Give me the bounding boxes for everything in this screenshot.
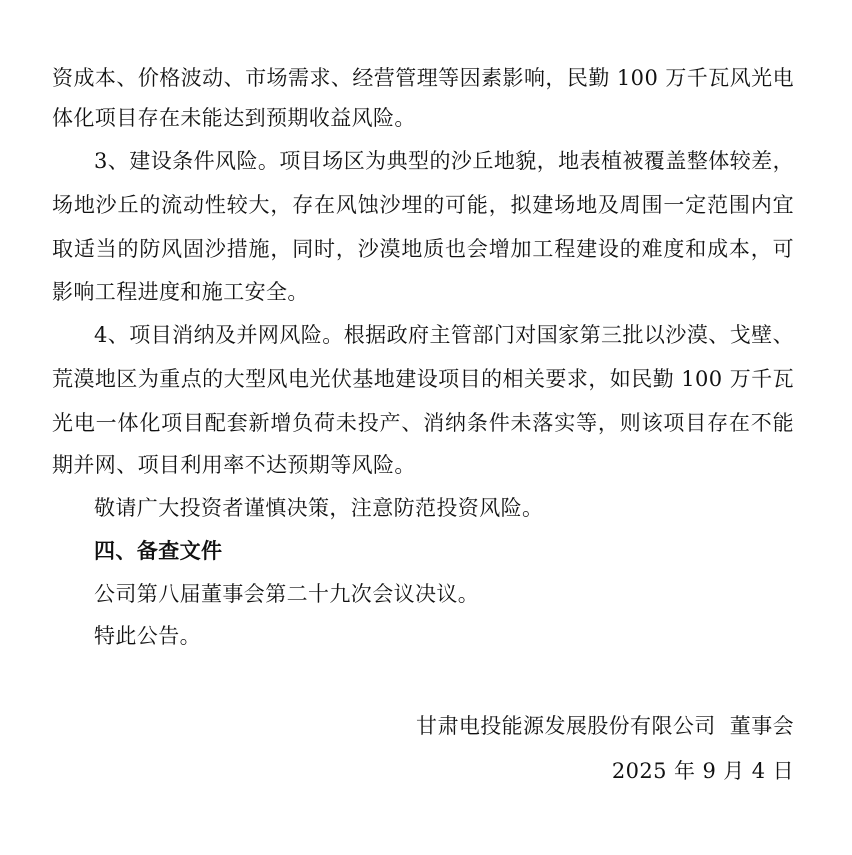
caution-text: 敬请广大投资者谨慎决策，注意防范投资风险。 (94, 496, 544, 520)
signature-company: 甘肃电投能源发展股份有限公司 董事会 (416, 714, 794, 738)
paragraph-line: 4、项目消纳及并网风险。根据政府主管部门对国家第三批以沙漠、戈壁、 (94, 323, 794, 347)
reference-document: 公司第八届董事会第二十九次会议决议。 (94, 582, 480, 606)
signature-date: 2025 年 9 月 4 日 (611, 759, 794, 783)
paragraph-line: 取适当的防风固沙措施，同时，沙漠地质也会增加工程建设的难度和成本，可 (52, 237, 794, 261)
paragraph-line: 影响工程进度和施工安全。 (52, 280, 309, 304)
paragraph-line: 体化项目存在未能达到预期收益风险。 (52, 106, 416, 130)
closing-text: 特此公告。 (94, 624, 201, 648)
paragraph-line: 期并网、项目利用率不达预期等风险。 (52, 453, 416, 477)
paragraph-line: 资成本、价格波动、市场需求、经营管理等因素影响，民勤 100 万千瓦风光电 (52, 66, 794, 90)
paragraph-line: 光电一体化项目配套新增负荷未投产、消纳条件未落实等，则该项目存在不能 (52, 411, 794, 435)
paragraph-line: 荒漠地区为重点的大型风电光伏基地建设项目的相关要求，如民勤 100 万千瓦 (52, 367, 794, 391)
paragraph-line: 3、建设条件风险。项目场区为典型的沙丘地貌，地表植被覆盖整体较差， (94, 149, 794, 173)
paragraph-line: 场地沙丘的流动性较大，存在风蚀沙埋的可能，拟建场地及周围一定范围内宜 (52, 193, 794, 217)
section-heading: 四、备查文件 (94, 539, 223, 563)
